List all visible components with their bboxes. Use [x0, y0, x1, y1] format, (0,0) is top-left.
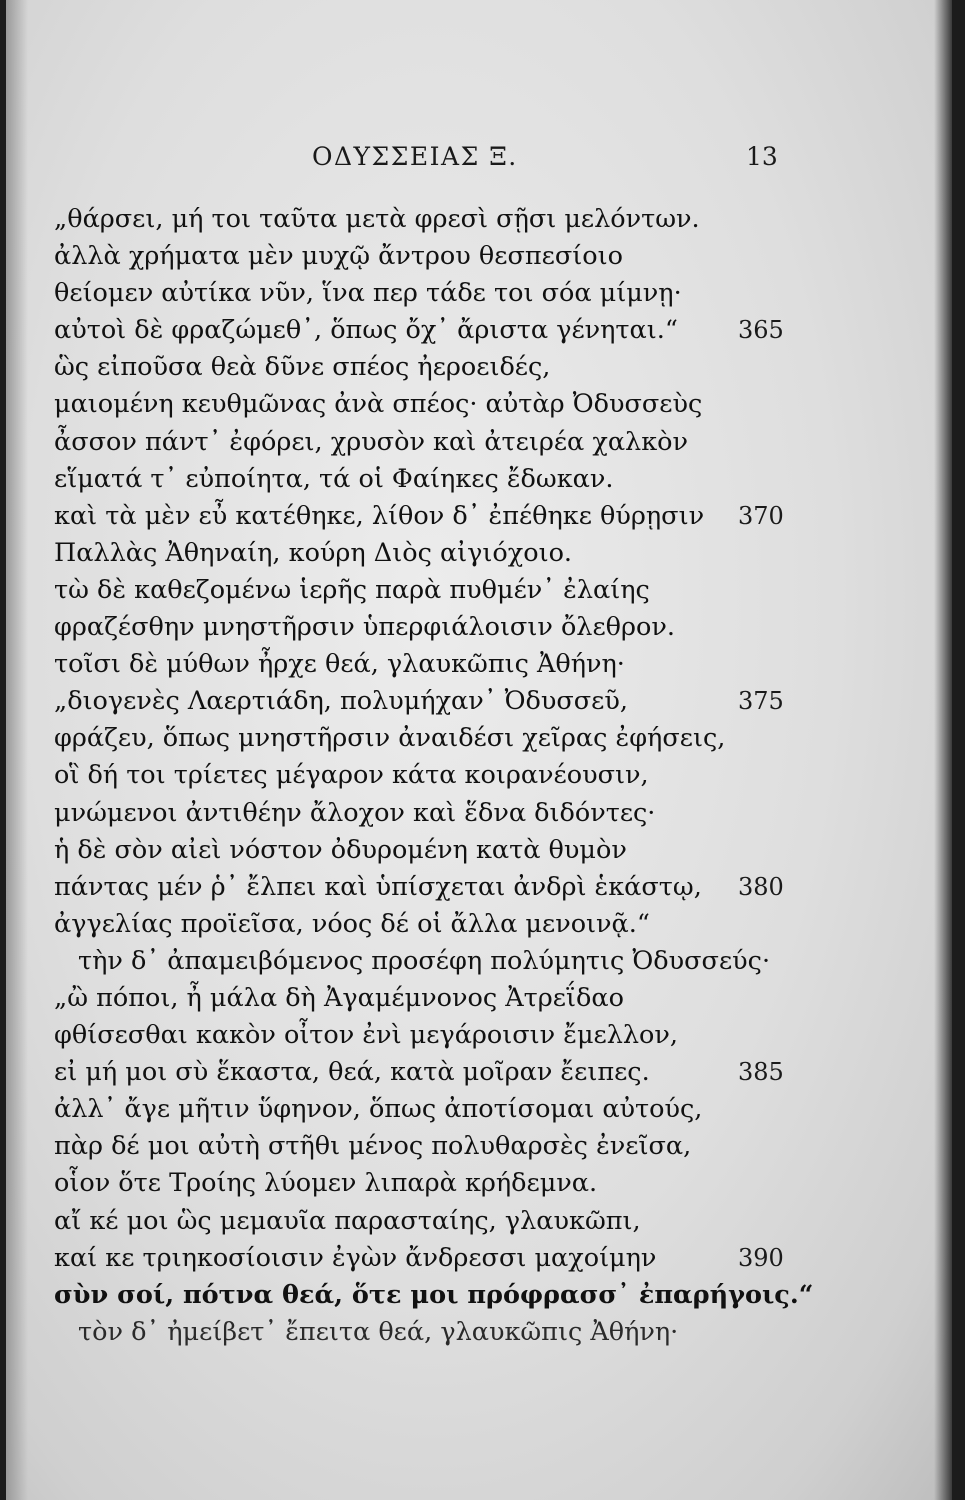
verse-text: καὶ τὰ μὲν εὖ κατέθηκε, λίθον δ᾽ ἐπέθηκε θύρῃσιν [54, 500, 705, 531]
verse-text: Παλλὰς Ἀθηναίη, κούρη Διὸς αἰγιόχοιο. [54, 537, 573, 568]
verse-line [6, 424, 952, 461]
verse-text: τὸν δ᾽ ἠμείβετ᾽ ἔπειτα θεά, γλαυκῶπις Ἀθήνη· [78, 1316, 679, 1347]
verse-line [6, 312, 952, 349]
verse-line [6, 1128, 952, 1165]
verse-line [6, 832, 952, 869]
book-page [6, 0, 952, 1500]
verse-line [6, 1203, 952, 1240]
verse-line [6, 1054, 952, 1091]
verse-line [6, 1165, 952, 1202]
verse-line [6, 461, 952, 498]
verse-line [6, 609, 952, 646]
verse-text: φραζέσθην μνηστῆρσιν ὑπερφιάλοισιν ὄλεθρον. [54, 612, 675, 643]
verse-line [6, 275, 952, 312]
verse-line [6, 757, 952, 794]
running-title: ΟΔΥΣΣΕΙΑΣ Ξ. [312, 142, 518, 171]
line-number: 380 [738, 872, 784, 901]
verse-line [6, 386, 952, 423]
verse-text: ἀλλὰ χρήματα μὲν μυχῷ ἄντρου θεσπεσίοιο [54, 241, 623, 272]
line-number: 390 [738, 1243, 784, 1272]
verse-text: ἆσσον πάντ᾽ ἐφόρει, χρυσὸν καὶ ἀτειρέα χαλκὸν [54, 426, 689, 457]
verse-line [6, 1277, 952, 1314]
verse-text: τὼ δὲ καθεζομένω ἱερῆς παρὰ πυθμέν᾽ ἐλαίης [54, 574, 650, 605]
verse-line [6, 795, 952, 832]
verse-text: μνώμενοι ἀντιθέην ἄλοχον καὶ ἕδνα διδόντες· [54, 797, 656, 828]
verse-text: „θάρσει, μή τοι ταῦτα μετὰ φρεσὶ σῇσι μελόντων. [54, 204, 700, 234]
verse-text: οἷον ὅτε Τροίης λύομεν λιπαρὰ κρήδεμνα. [54, 1168, 598, 1199]
verse-text: εἵματά τ᾽ εὐποίητα, τά οἱ Φαίηκες ἔδωκαν. [54, 463, 614, 494]
running-header [6, 138, 952, 178]
verse-line [6, 1091, 952, 1128]
page-number: 13 [746, 142, 778, 171]
verse-line [6, 906, 952, 943]
verse-text: πάντας μέν ῥ᾽ ἔλπει καὶ ὑπίσχεται ἀνδρὶ ἑκάστῳ, [54, 871, 702, 902]
verse-text: „ὢ πόποι, ἦ μάλα δὴ Ἀγαμέμνονος Ἀτρεΐδαο [54, 982, 624, 1013]
line-number: 375 [738, 687, 784, 716]
line-number: 385 [738, 1058, 784, 1087]
verse-line [6, 535, 952, 572]
verse-text: θείομεν αὐτίκα νῦν, ἵνα περ τάδε τοι σόα μίμνῃ· [54, 278, 682, 309]
verse-block [6, 201, 952, 1351]
verse-line [6, 349, 952, 386]
verse-text: ἀγγελίας προϊεῖσα, νόος δέ οἱ ἄλλα μενοινᾷ.“ [54, 908, 650, 939]
verse-line [6, 683, 952, 720]
verse-text: τοῖσι δὲ μύθων ἦρχε θεά, γλαυκῶπις Ἀθήνη· [54, 649, 625, 680]
verse-text: ἡ δὲ σὸν αἰεὶ νόστον ὀδυρομένη κατὰ θυμὸν [54, 834, 627, 865]
verse-text: „διογενὲς Λαερτιάδη, πολυμήχαν᾽ Ὀδυσσεῦ, [54, 686, 628, 717]
verse-line [6, 498, 952, 535]
line-number: 365 [738, 316, 784, 345]
verse-line [6, 980, 952, 1017]
verse-text: αὐτοὶ δὲ φραζώμεθ᾽, ὅπως ὄχ᾽ ἄριστα γένηται.“ [54, 315, 678, 346]
verse-line [6, 201, 952, 238]
line-number: 370 [738, 501, 784, 530]
verse-text: φράζευ, ὅπως μνηστῆρσιν ἀναιδέσι χεῖρας ἐφήσεις, [54, 723, 726, 754]
verse-line [6, 943, 952, 980]
verse-line [6, 869, 952, 906]
verse-text: ὣς εἰποῦσα θεὰ δῦνε σπέος ἠεροειδές, [54, 352, 551, 383]
verse-text: οἳ δή τοι τρίετες μέγαρον κάτα κοιρανέουσιν, [54, 760, 649, 791]
verse-text: φθίσεσθαι κακὸν οἶτον ἐνὶ μεγάροισιν ἔμελλον, [54, 1020, 679, 1051]
verse-line [6, 720, 952, 757]
verse-line [6, 646, 952, 683]
verse-text: τὴν δ᾽ ἀπαμειβόμενος προσέφη πολύμητις Ὀδυσσεύς· [78, 945, 771, 976]
verse-text: μαιομένη κευθμῶνας ἀνὰ σπέος· αὐτὰρ Ὀδυσσεὺς [54, 389, 703, 420]
verse-line [6, 572, 952, 609]
verse-line [6, 1017, 952, 1054]
verse-line [6, 1240, 952, 1277]
verse-line [6, 238, 952, 275]
verse-text: αἴ κέ μοι ὣς μεμαυῖα παρασταίης, γλαυκῶπι, [54, 1205, 641, 1236]
verse-text: εἰ μή μοι σὺ ἕκαστα, θεά, κατὰ μοῖραν ἔειπες. [54, 1057, 650, 1088]
verse-text: πὰρ δέ μοι αὐτὴ στῆθι μένος πολυθαρσὲς ἐνεῖσα, [54, 1131, 692, 1162]
verse-text: καί κε τριηκοσίοισιν ἐγὼν ἄνδρεσσι μαχοίμην [54, 1242, 657, 1273]
verse-text: σὺν σοί, πότνα θεά, ὅτε μοι πρόφρασσ᾽ ἐπαρήγοις.“ [54, 1279, 814, 1310]
verse-line [6, 1314, 952, 1351]
verse-text: ἀλλ᾽ ἄγε μῆτιν ὕφηνον, ὅπως ἀποτίσομαι αὐτούς, [54, 1094, 703, 1125]
